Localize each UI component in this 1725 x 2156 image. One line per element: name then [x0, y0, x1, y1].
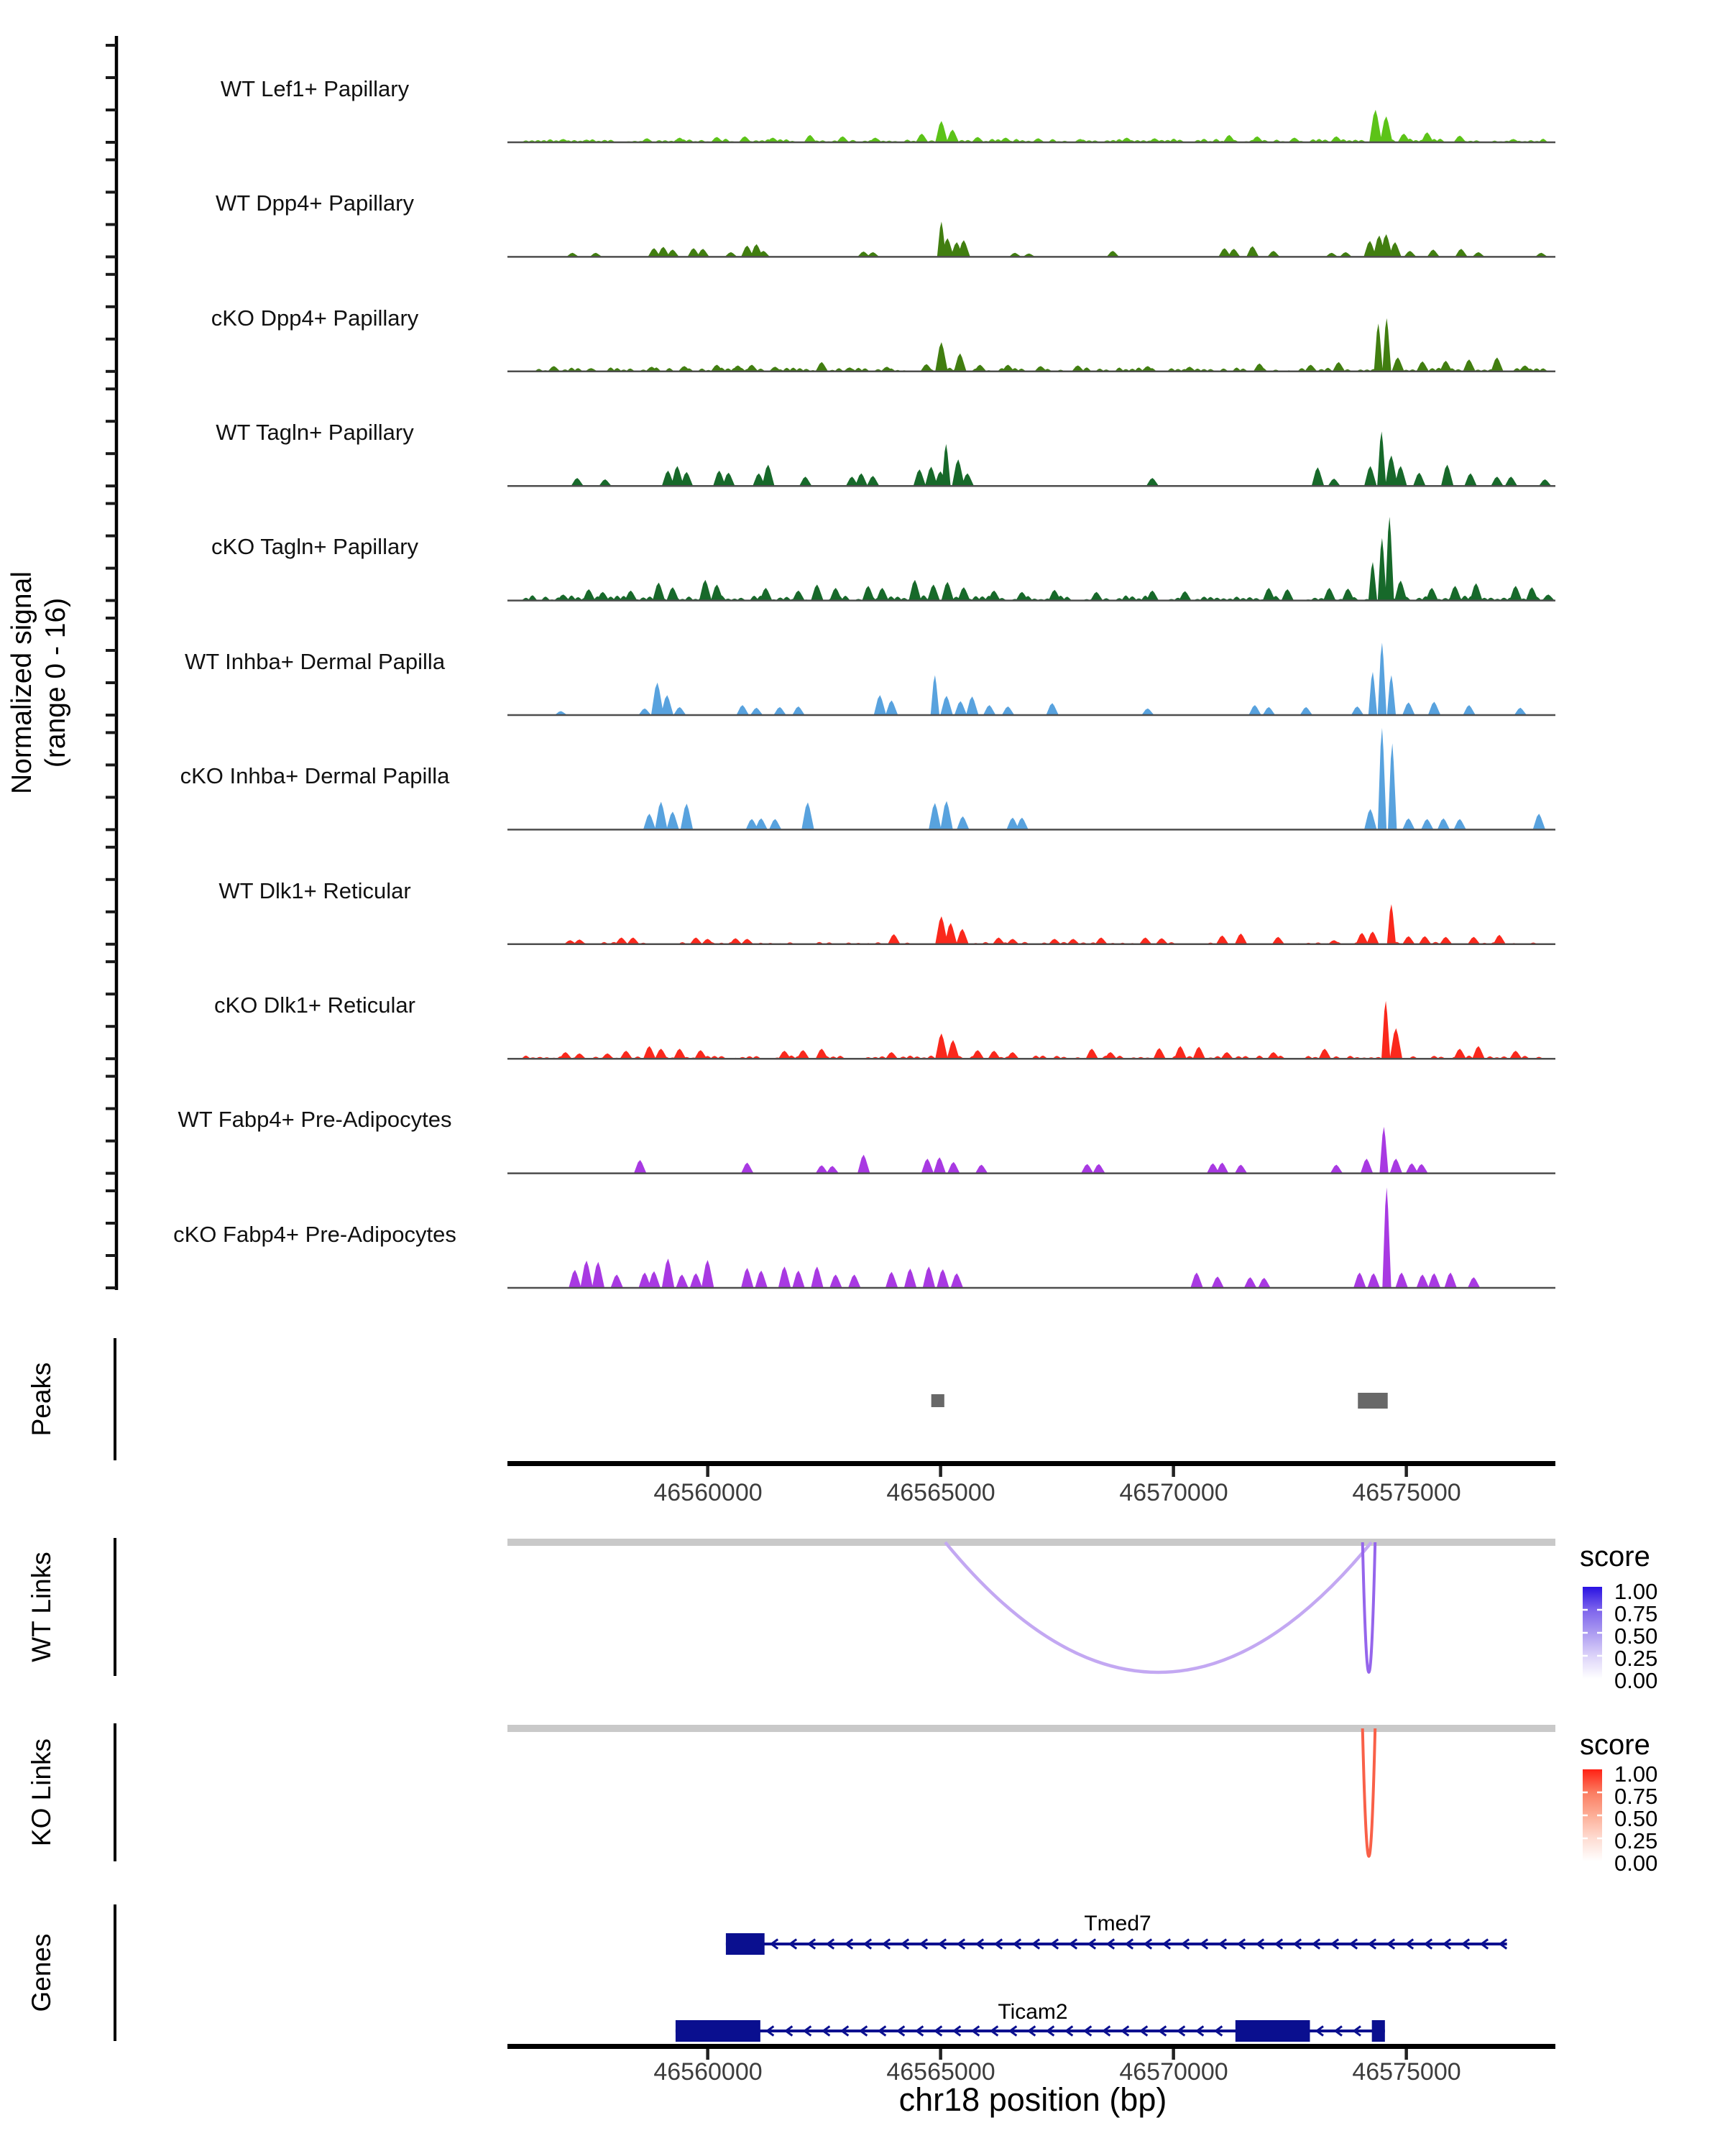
- coverage-track-9: [507, 1127, 1555, 1174]
- coverage-track-7: [507, 904, 1555, 944]
- ko-links-arc-0: [1363, 1728, 1376, 1856]
- coverage-area-7: [541, 904, 1548, 944]
- section-label-wt-links: WT Links: [27, 1552, 56, 1662]
- wt-legend-1.00: 1.00: [1614, 1579, 1658, 1604]
- signal-y-axis: [106, 36, 116, 1290]
- exon-ticam2-1: [1236, 2020, 1310, 2042]
- section-label-genes: Genes: [27, 1933, 56, 2012]
- exon-ticam2-0: [676, 2020, 760, 2042]
- genomic-axis-top: [507, 1461, 1555, 1477]
- coverage-area-4: [521, 517, 1555, 601]
- coverage-track-5: [507, 642, 1555, 715]
- section-label-ko-links: KO Links: [27, 1738, 56, 1847]
- track-label-wt-lef1: WT Lef1+ Papillary: [220, 76, 410, 101]
- coverage-area-1: [566, 221, 1547, 257]
- coverage-track-6: [507, 728, 1555, 830]
- wt-legend-0.50: 0.50: [1614, 1623, 1658, 1649]
- ko-legend-0.25: 0.25: [1614, 1828, 1658, 1853]
- axis-tick-top-46570000: 46570000: [1119, 1479, 1228, 1506]
- coverage-track-4: [507, 517, 1555, 601]
- axis-tick-bottom-46570000: 46570000: [1119, 2058, 1228, 2086]
- peaks-track: [932, 1393, 1388, 1409]
- track-label-wt-dlk1: WT Dlk1+ Reticular: [218, 878, 411, 903]
- ko-legend-1.00: 1.00: [1614, 1761, 1658, 1787]
- ko-legend-0.50: 0.50: [1614, 1806, 1658, 1831]
- wt-legend-0.75: 0.75: [1614, 1601, 1658, 1626]
- exon-ticam2-2: [1372, 2020, 1385, 2042]
- coverage-track-0: [507, 110, 1555, 142]
- ko-legend-0.75: 0.75: [1614, 1784, 1658, 1809]
- section-label-peaks: Peaks: [27, 1362, 56, 1437]
- ko-links: [507, 1725, 1555, 1856]
- coverage-area-0: [521, 110, 1547, 142]
- track-label-wt-dpp4: WT Dpp4+ Papillary: [216, 190, 414, 216]
- coverage-track-10: [507, 1187, 1555, 1288]
- wt-links-arc-0: [945, 1542, 1371, 1672]
- signal-axis-title-line2: (range 0 - 16): [40, 597, 71, 768]
- gene-label-ticam2: Ticam2: [998, 2000, 1068, 2024]
- gene-label-tmed7: Tmed7: [1084, 1912, 1151, 1935]
- coverage-area-3: [571, 431, 1552, 486]
- peak-box-1: [1358, 1393, 1387, 1409]
- axis-tick-top-46575000: 46575000: [1352, 1479, 1461, 1506]
- ko-legend-0.00: 0.00: [1614, 1851, 1658, 1876]
- wt-legend-0.25: 0.25: [1614, 1646, 1658, 1671]
- coverage-track-8: [507, 1001, 1555, 1059]
- axis-tick-bottom-46575000: 46575000: [1352, 2058, 1461, 2086]
- ko-links-legend-bar: [1583, 1769, 1602, 1861]
- track-label-wt-fabp4: WT Fabp4+ Pre-Adipocytes: [178, 1107, 452, 1132]
- axis-tick-top-46565000: 46565000: [886, 1479, 995, 1506]
- track-label-wt-tagln: WT Tagln+ Papillary: [216, 420, 414, 445]
- xaxis-title: chr18 position (bp): [898, 2081, 1167, 2118]
- wt-links: [507, 1539, 1555, 1672]
- track-label-cko-inhba: cKO Inhba+ Dermal Papilla: [180, 763, 450, 788]
- track-label-wt-inhba: WT Inhba+ Dermal Papilla: [184, 649, 446, 674]
- track-label-cko-tagln: cKO Tagln+ Papillary: [211, 534, 419, 559]
- coverage-area-6: [643, 728, 1545, 830]
- track-label-cko-dpp4: cKO Dpp4+ Papillary: [211, 305, 419, 331]
- track-label-cko-fabp4: cKO Fabp4+ Pre-Adipocytes: [173, 1222, 456, 1247]
- coverage-area-2: [535, 318, 1548, 372]
- coverage-area-5: [555, 642, 1527, 715]
- signal-axis-title-line1: Normalized signal: [6, 571, 37, 794]
- gene-model-tmed7: [726, 1933, 1507, 1955]
- signal-axis-title: [5, 571, 73, 794]
- axis-tick-bottom-46560000: 46560000: [653, 2058, 763, 2086]
- coverage-area-8: [521, 1001, 1543, 1059]
- axis-tick-bottom-46565000: 46565000: [886, 2058, 995, 2086]
- axis-tick-top-46560000: 46560000: [653, 1479, 763, 1506]
- wt-links-legend-title: score: [1580, 1541, 1650, 1572]
- ko-links-legend-title: score: [1580, 1729, 1650, 1761]
- coverage-area-9: [634, 1127, 1428, 1174]
- track-label-cko-dlk1: cKO Dlk1+ Reticular: [214, 992, 415, 1018]
- exon-tmed7-0: [726, 1933, 765, 1955]
- wt-links-arc-1: [1363, 1542, 1376, 1672]
- wt-links-legend-bar: [1583, 1587, 1602, 1679]
- coverage-track-3: [507, 431, 1555, 486]
- peak-box-0: [932, 1394, 944, 1407]
- coverage-area-10: [569, 1187, 1480, 1288]
- coverage-track-1: [507, 221, 1555, 257]
- coverage-track-2: [507, 318, 1555, 372]
- wt-legend-0.00: 0.00: [1614, 1668, 1658, 1693]
- genomic-axis-bottom: [507, 2044, 1555, 2060]
